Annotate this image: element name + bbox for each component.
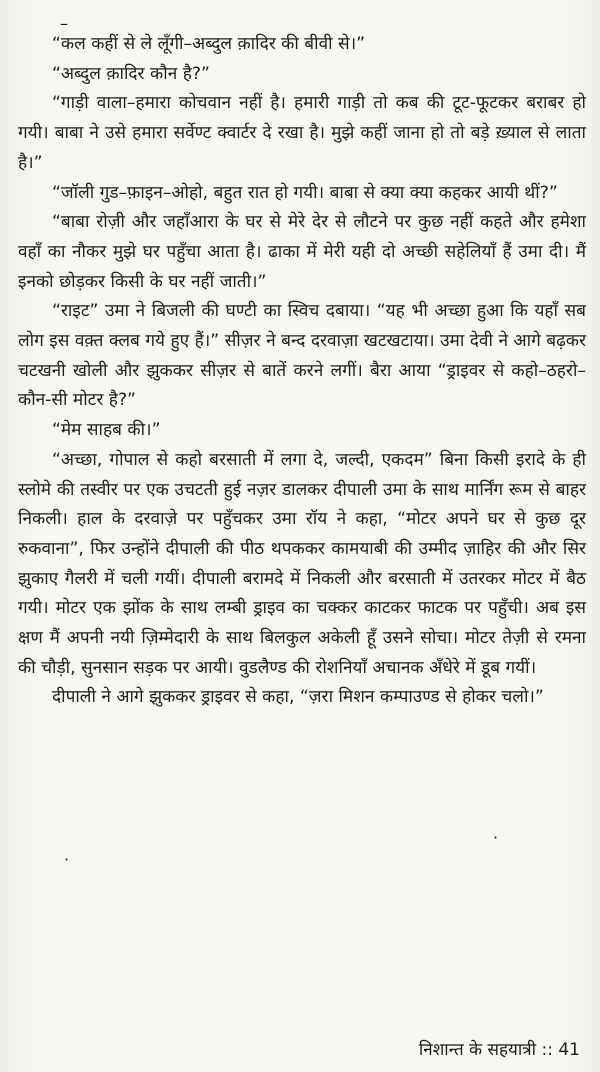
body-text [18,30,586,713]
footer-book-title: निशान्त के सहयात्री [418,1040,537,1060]
page-footer [419,1037,580,1060]
paragraph: “जॉली गुड–फ़ाइन–ओहो, बहुत रात हो गयी। बाबा से क्या क्या कहकर आयी थीं?” [52,182,558,203]
top-dash-mark: – [60,14,68,33]
paragraph: दीपाली ने आगे झुककर ड्राइवर से कहा, “ज़रा मिशन कम्पाउण्ड से होकर चलो।” [52,687,544,708]
paragraph: “कल कहीं से ले लूँगी–अब्दुल क़ादिर की बीवी से।” [52,34,366,54]
footer-page-number: 41 [558,1040,580,1060]
paragraph: “अब्दुल क़ादिर कौन है?” [52,63,210,84]
paragraph: “गाड़ी वाला–हमारा कोचवान नहीं है। हमारी गाड़ी तो कब की टूट-फूटकर बराबर हो गयी। बाबा ने उसे हमारा सर्वेण्ट क्वार्टर दे रखा है। मुझे कहीं जाना हो तो बड़े ख़्याल से लाता है।” [18,93,586,173]
paragraph: “बाबा रोज़ी और जहाँआरा के घर से मेरे देर से लौटने पर कुछ नहीं कहते और हमेशा वहाँ का नौकर मुझे घर पहुँचा आता है। ढाका में मेरी यही दो अच्छी सहेलियाँ हैं उमा दी। मैं इनको छोड़कर किसी के घर नहीं जाती।” [18,212,586,292]
paragraph: “राइट” उमा ने बिजली की घण्टी का स्विच दबाया। “यह भी अच्छा हुआ कि यहाँ सब लोग इस वक़्त क्लब गये हुए हैं।” सीज़र ने बन्द दरवाज़ा खटखटाया। उमा देवी ने आगे बढ़कर चटखनी खोली और झुककर सीज़र से बातें करने लगीं। बैरा आया “ड्राइवर से कहो–ठहरो–कौन-सी मोटर है?” [18,301,586,411]
stray-dot-mark: · [493,828,499,847]
footer-separator: :: [541,1040,553,1060]
paragraph: “अच्छा, गोपाल से कहो बरसाती में लगा दे, जल्दी, एकदम” बिना किसी इरादे के ही स्लोमे की तस्वीर पर एक उचटती हुई नज़र डालकर दीपाली उमा के साथ मार्निंग रूम से बाहर निकली। हाल के दरवाज़े पर पहुँचकर उमा रॉय ने कहा, “मोटर अपने घर से कुछ दूर रुकवाना”, फिर उन्होंने दीपाली की पीठ थपककर कामयाबी की उम्मीद ज़ाहिर की और सिर झुकाए गैलरी में चली गयीं। दीपाली बरामदे में निकली और बरसाती में उतरकर मोटर में बैठ गयी। मोटर एक झोंक के साथ लम्बी ड्राइव का चक्कर काटकर फाटक पर पहुँची। अब इस क्षण मैं अपनी नयी ज़िम्मेदारी के साथ बिलकुल अकेली हूँ उसने सोचा। मोटर तेज़ी से रमना की चौड़ी, सुनसान सड़क पर आयी। वुडलैण्ड की रोशनियाँ अचानक अँधेरे में डूब गयीं। [18,449,586,678]
stray-dot-mark: · [64,850,70,869]
paragraph: “मेम साहब की।” [52,420,161,441]
